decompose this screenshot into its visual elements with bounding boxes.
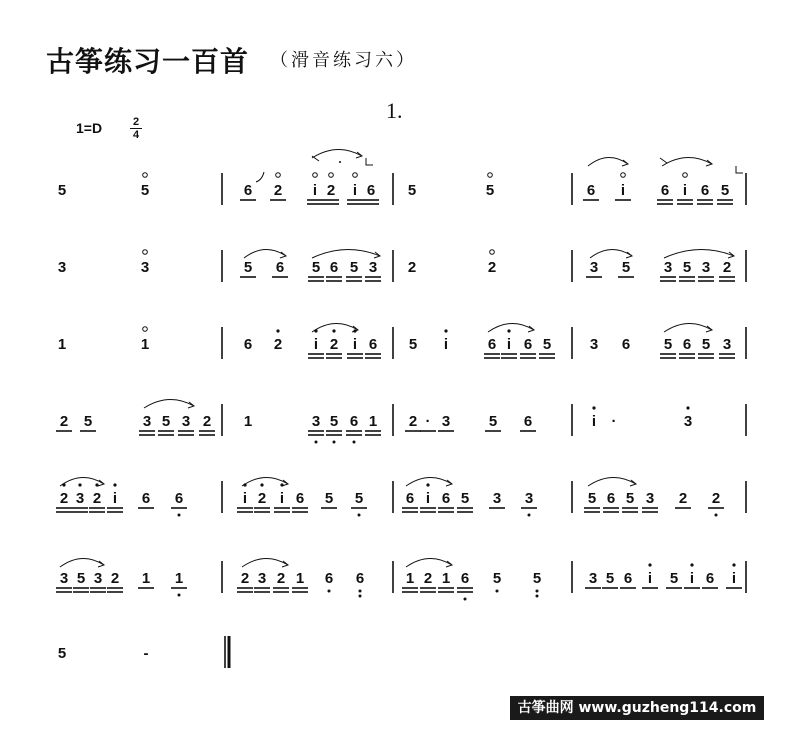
score-note: 6 bbox=[660, 182, 670, 199]
slur-arrowhead bbox=[188, 402, 194, 408]
score-note: 2 bbox=[59, 413, 69, 430]
score-note: 1 bbox=[243, 413, 253, 430]
octave-high-dot bbox=[276, 329, 279, 332]
score-note: 6 bbox=[295, 490, 305, 507]
score-note: i bbox=[682, 182, 688, 199]
score-note: 1 bbox=[405, 570, 415, 587]
score-note: i bbox=[443, 336, 449, 353]
octave-high-dot bbox=[592, 406, 595, 409]
score-note: i bbox=[242, 490, 248, 507]
score-note: 6 bbox=[174, 490, 184, 507]
octave-high-dot bbox=[686, 406, 689, 409]
score-note: 2 bbox=[487, 259, 497, 276]
octave-high-dot bbox=[426, 483, 429, 486]
score-note: 5 bbox=[76, 570, 86, 587]
score-note: i bbox=[312, 182, 318, 199]
harmonic-circle bbox=[143, 327, 148, 332]
score-note: 1 bbox=[295, 570, 305, 587]
score-note: 6 bbox=[368, 336, 378, 353]
score-note: 5 bbox=[682, 259, 692, 276]
score-note: 6 bbox=[523, 336, 533, 353]
score-note: 1 bbox=[368, 413, 378, 430]
score-note: 5 bbox=[161, 413, 171, 430]
score-note: 3 bbox=[311, 413, 321, 430]
score-note: 5 bbox=[542, 336, 552, 353]
harmonic-circle bbox=[313, 173, 318, 178]
octave-high-dot bbox=[332, 329, 335, 332]
score-note: 6 bbox=[366, 182, 376, 199]
octave-high-dot bbox=[444, 329, 447, 332]
score-note: 3 bbox=[663, 259, 673, 276]
harmonic-circle bbox=[683, 173, 688, 178]
time-numerator: 2 bbox=[132, 116, 140, 128]
score-note: 3 bbox=[588, 570, 598, 587]
score-note: 2 bbox=[92, 490, 102, 507]
score-note: i bbox=[425, 490, 431, 507]
harmonic-circle bbox=[353, 173, 358, 178]
octave-high-dot bbox=[507, 329, 510, 332]
score-note: 6 bbox=[355, 570, 365, 587]
score-note: 5 bbox=[140, 182, 150, 199]
score-note: 1 bbox=[441, 570, 451, 587]
slur-arc bbox=[662, 157, 712, 166]
page-title: 古筝练习一百首 bbox=[46, 45, 250, 78]
score-note: 2 bbox=[678, 490, 688, 507]
octave-high-dot bbox=[648, 563, 651, 566]
octave-low-dot bbox=[328, 590, 331, 593]
site-watermark: 古筝曲网 www.guzheng114.com bbox=[510, 696, 764, 720]
score-note: 2 bbox=[329, 336, 339, 353]
score-note: 5 bbox=[605, 570, 615, 587]
score-note: 6 bbox=[621, 336, 631, 353]
score-note: 3 bbox=[142, 413, 152, 430]
score-note: i bbox=[352, 182, 358, 199]
octave-low-dot bbox=[496, 590, 499, 593]
score-note: 5 bbox=[492, 570, 502, 587]
score-note: 3 bbox=[59, 570, 69, 587]
score-note: 2 bbox=[240, 570, 250, 587]
score-note: 6 bbox=[523, 413, 533, 430]
score-note: 5 bbox=[349, 259, 359, 276]
glide-end-mark bbox=[736, 166, 743, 173]
slur-arc bbox=[242, 558, 288, 567]
score-note: 5 bbox=[354, 490, 364, 507]
score-note: 5 bbox=[663, 336, 673, 353]
score-note: 5 bbox=[329, 413, 339, 430]
score-note: i bbox=[689, 570, 695, 587]
octave-low-dot bbox=[353, 441, 356, 444]
score-note: i bbox=[647, 570, 653, 587]
slur-arc bbox=[588, 477, 636, 486]
score-note: 5 bbox=[408, 336, 418, 353]
score-note: 6 bbox=[487, 336, 497, 353]
score-note: 2 bbox=[273, 182, 283, 199]
slur-arc bbox=[488, 323, 534, 332]
score-note: 6 bbox=[460, 570, 470, 587]
octave-low-dot bbox=[536, 590, 539, 593]
score-note: i bbox=[112, 490, 118, 507]
score-note: 1 bbox=[57, 336, 67, 353]
time-denominator: 4 bbox=[132, 129, 140, 141]
score-note: 6 bbox=[405, 490, 415, 507]
score-note: 2 bbox=[408, 413, 418, 430]
glide-end-mark bbox=[366, 158, 373, 165]
octave-high-dot bbox=[113, 483, 116, 486]
key-signature: 1=D bbox=[76, 120, 103, 136]
score-note: 5 bbox=[488, 413, 498, 430]
score-note: 6 bbox=[606, 490, 616, 507]
score-note: i bbox=[620, 182, 626, 199]
score-note: 3 bbox=[524, 490, 534, 507]
score-note: 6 bbox=[441, 490, 451, 507]
score-note: 3 bbox=[492, 490, 502, 507]
score-note: 3 bbox=[140, 259, 150, 276]
score-note: 6 bbox=[586, 182, 596, 199]
octave-low-dot bbox=[178, 514, 181, 517]
score-note: 5 bbox=[587, 490, 597, 507]
harmonic-circle bbox=[143, 250, 148, 255]
score-note: 5 bbox=[625, 490, 635, 507]
score-note: 3 bbox=[589, 336, 599, 353]
slur-arc bbox=[664, 323, 712, 332]
slur-arc bbox=[406, 558, 452, 567]
score-note: 2 bbox=[202, 413, 212, 430]
score-note: 3 bbox=[368, 259, 378, 276]
score-symbol: - bbox=[143, 645, 149, 662]
score-note: 1 bbox=[140, 336, 150, 353]
harmonic-circle bbox=[490, 250, 495, 255]
score-note: 2 bbox=[722, 259, 732, 276]
score-note: 6 bbox=[324, 570, 334, 587]
octave-high-dot bbox=[78, 483, 81, 486]
score-symbol: · bbox=[611, 413, 617, 430]
octave-low-dot bbox=[359, 590, 362, 593]
score-note: 3 bbox=[57, 259, 67, 276]
octave-high-dot bbox=[732, 563, 735, 566]
score-note: 5 bbox=[407, 182, 417, 199]
score-note: 3 bbox=[75, 490, 85, 507]
harmonic-circle bbox=[143, 173, 148, 178]
slur-arrowhead bbox=[706, 160, 712, 166]
harmonic-circle bbox=[276, 173, 281, 178]
octave-low-dot bbox=[715, 514, 718, 517]
octave-low-dot bbox=[178, 594, 181, 597]
score-note: 6 bbox=[682, 336, 692, 353]
score-note: 6 bbox=[329, 259, 339, 276]
score-note: 2 bbox=[59, 490, 69, 507]
score-note: i bbox=[313, 336, 319, 353]
score-note: 2 bbox=[110, 570, 120, 587]
score-note: 5 bbox=[57, 645, 67, 662]
score-symbol: · bbox=[425, 413, 431, 430]
glide-up-hook bbox=[256, 172, 264, 182]
score-note: 2 bbox=[407, 259, 417, 276]
score-note: 5 bbox=[701, 336, 711, 353]
slur-arrowhead bbox=[356, 152, 362, 158]
harmonic-circle bbox=[621, 173, 626, 178]
score-note: 5 bbox=[669, 570, 679, 587]
ornament-dot bbox=[339, 161, 341, 163]
octave-high-dot bbox=[260, 483, 263, 486]
octave-low-dot bbox=[536, 595, 539, 598]
score-note: 5 bbox=[621, 259, 631, 276]
score-note: 6 bbox=[349, 413, 359, 430]
score-note: 5 bbox=[532, 570, 542, 587]
score-note: 3 bbox=[645, 490, 655, 507]
glide-down-mark bbox=[660, 158, 667, 163]
score-note: 6 bbox=[141, 490, 151, 507]
octave-high-dot bbox=[690, 563, 693, 566]
score-note: 6 bbox=[705, 570, 715, 587]
score-note: 2 bbox=[257, 490, 267, 507]
score-note: 5 bbox=[243, 259, 253, 276]
slur-arc bbox=[588, 157, 628, 166]
slur-arc bbox=[312, 249, 380, 258]
score-note: 5 bbox=[720, 182, 730, 199]
slur-arc bbox=[144, 399, 194, 408]
slur-arc bbox=[590, 249, 632, 258]
score-note: 5 bbox=[485, 182, 495, 199]
octave-low-dot bbox=[359, 595, 362, 598]
score-note: i bbox=[506, 336, 512, 353]
score-note: 3 bbox=[181, 413, 191, 430]
score-note: 3 bbox=[257, 570, 267, 587]
score-note: 5 bbox=[311, 259, 321, 276]
score-note: 6 bbox=[700, 182, 710, 199]
score-note: 6 bbox=[275, 259, 285, 276]
score-note: 2 bbox=[711, 490, 721, 507]
piece-number: 1. bbox=[386, 98, 403, 123]
octave-low-dot bbox=[315, 441, 318, 444]
score-note: 3 bbox=[683, 413, 693, 430]
score-note: 2 bbox=[273, 336, 283, 353]
score-note: 2 bbox=[423, 570, 433, 587]
score-note: i bbox=[352, 336, 358, 353]
score-note: i bbox=[731, 570, 737, 587]
octave-low-dot bbox=[333, 441, 336, 444]
score-note: 5 bbox=[324, 490, 334, 507]
score-note: 6 bbox=[623, 570, 633, 587]
score-note: 5 bbox=[57, 182, 67, 199]
score-note: 1 bbox=[141, 570, 151, 587]
octave-low-dot bbox=[358, 514, 361, 517]
score-note: 6 bbox=[243, 336, 253, 353]
slur-arc bbox=[244, 249, 286, 258]
score-note: 3 bbox=[701, 259, 711, 276]
slur-arc bbox=[60, 558, 104, 567]
slur-arc bbox=[312, 149, 362, 158]
octave-low-dot bbox=[528, 514, 531, 517]
score-note: 2 bbox=[326, 182, 336, 199]
score-note: 3 bbox=[722, 336, 732, 353]
score-note: 5 bbox=[83, 413, 93, 430]
score-note: 6 bbox=[243, 182, 253, 199]
harmonic-circle bbox=[329, 173, 334, 178]
score-note: 3 bbox=[93, 570, 103, 587]
score-note: 3 bbox=[441, 413, 451, 430]
score-note: 3 bbox=[589, 259, 599, 276]
slur-arc bbox=[664, 249, 734, 258]
score-note: 2 bbox=[276, 570, 286, 587]
score-note: i bbox=[279, 490, 285, 507]
score-note: i bbox=[591, 413, 597, 430]
octave-low-dot bbox=[464, 598, 467, 601]
harmonic-circle bbox=[488, 173, 493, 178]
score-note: 1 bbox=[174, 570, 184, 587]
glide-down-mark bbox=[312, 156, 319, 161]
page-subtitle: （滑音练习六） bbox=[270, 50, 417, 71]
score-note: 5 bbox=[460, 490, 470, 507]
